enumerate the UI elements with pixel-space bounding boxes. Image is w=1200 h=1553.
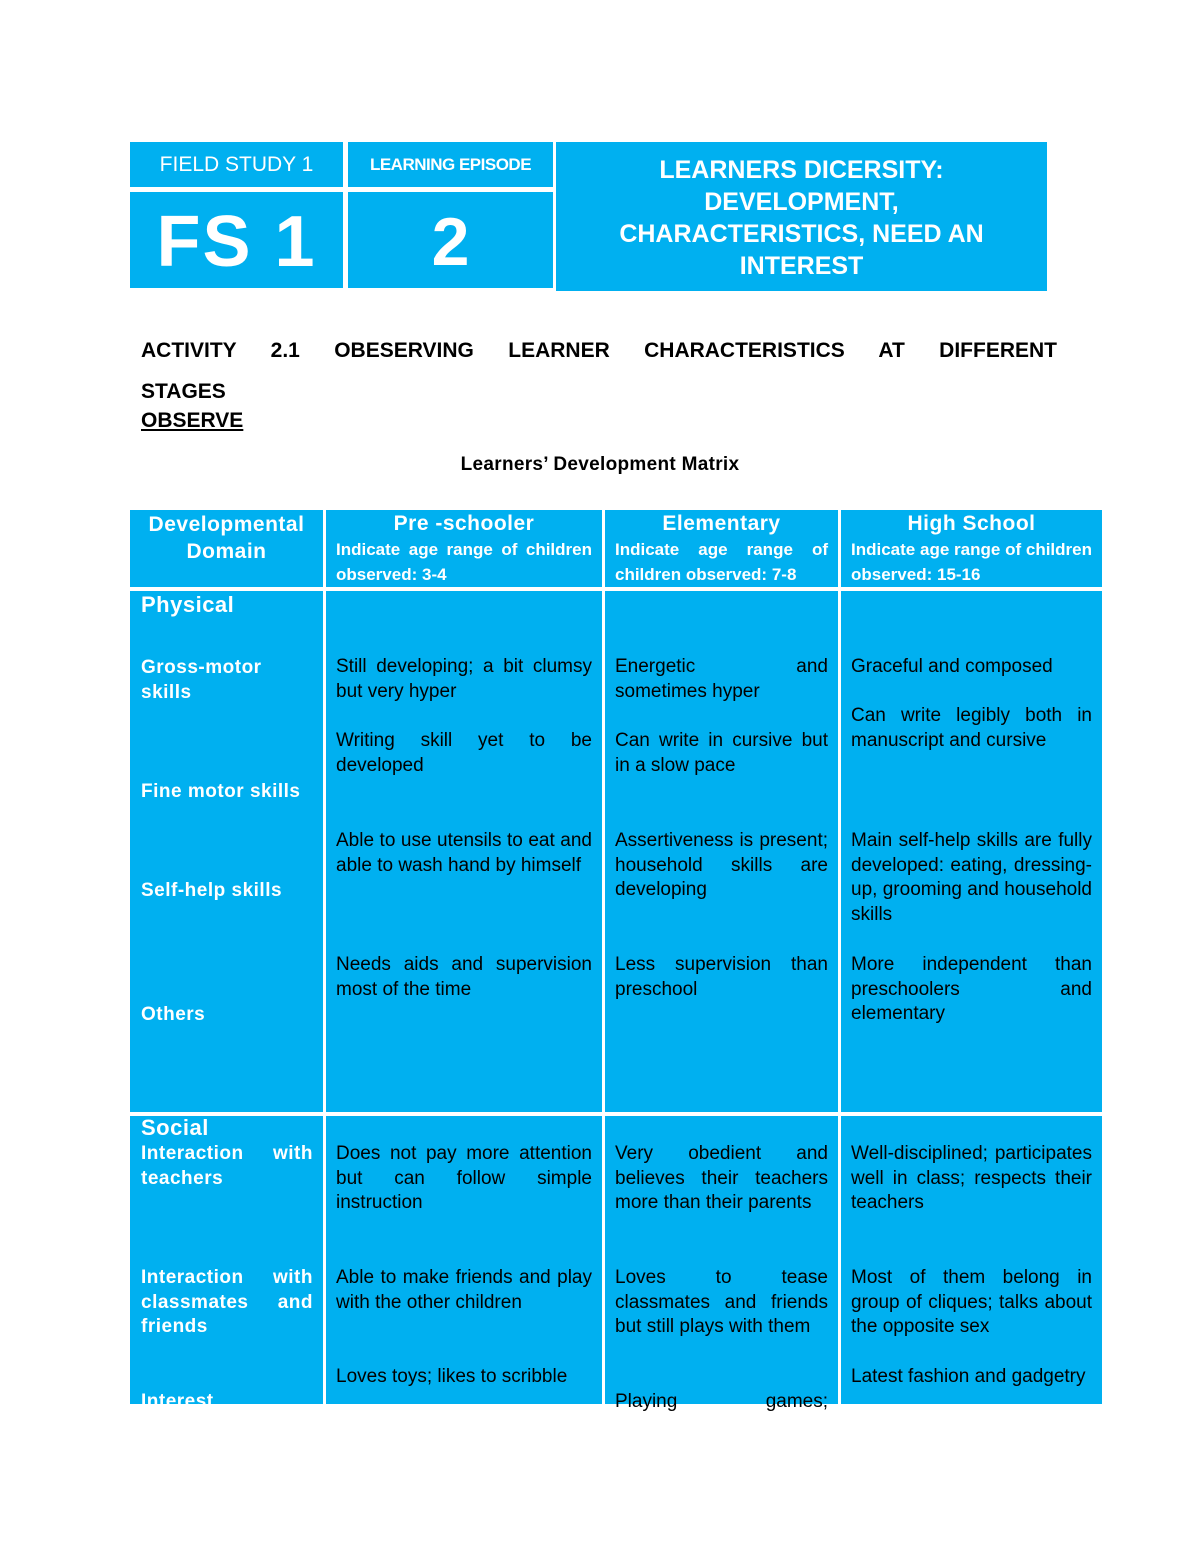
physical-elementary-cell: [605, 591, 838, 1112]
elementary-self-help-text: Assertiveness is present; household skills are developing: [615, 830, 828, 901]
episode-number: 2: [348, 192, 553, 288]
elementary-gross-motor-text: Energetic and sometimes hyper: [615, 656, 828, 702]
physical-section-label: Physical: [141, 592, 235, 617]
field-study-label: FIELD STUDY 1: [130, 142, 343, 187]
preschool-gross-motor-text: Still developing; a bit clumsy but very hyper: [336, 656, 592, 702]
development-matrix: [130, 510, 1102, 1412]
preschool-teachers-text: Does not pay more attention but can follow simple instruction: [336, 1143, 592, 1214]
others-label: Others: [141, 1004, 206, 1025]
preschool-others-text: Needs aids and supervision most of the time: [336, 954, 592, 1000]
elementary-classmates-text: Loves to tease classmates and friends but still plays with them: [615, 1267, 828, 1338]
teachers-interaction-label: Interaction with teachers: [141, 1143, 313, 1189]
highschool-others-text: More independent than preschoolers and elementary: [851, 954, 1092, 1025]
header-block: [130, 142, 1047, 291]
fs-code: FS 1: [130, 192, 343, 288]
matrix-title: Learners’ Development Matrix: [460, 454, 740, 475]
social-elementary-cell: [605, 1116, 838, 1412]
social-domain-cell: [130, 1115, 323, 1412]
highschool-interest-text: Latest fashion and gadgetry: [851, 1366, 1086, 1387]
physical-domain-cell: [130, 591, 323, 1112]
physical-preschool-cell: [326, 591, 602, 1112]
header-preschool-cell: [326, 510, 602, 587]
elementary-age-range: 7-8: [771, 565, 797, 584]
activity-heading-line1: ACTIVITY 2.1 OBESERVING LEARNER CHARACTERISTICS AT DIFFERENT: [141, 339, 1057, 362]
preschool-interest-text: Loves toys; likes to scribble: [336, 1366, 568, 1387]
header-elementary-age: [605, 537, 838, 587]
header-domain-cell: [130, 510, 323, 587]
social-preschool-cell: [326, 1116, 602, 1404]
highschool-writing-text: Can write legibly both in manuscript and cursive: [851, 705, 1092, 751]
header-elementary-cell: [605, 510, 838, 587]
header-domain-line1: Developmental: [148, 513, 305, 536]
classmates-interaction-label: Interaction with classmates and friends: [141, 1267, 313, 1338]
header-highschool-cell: [841, 510, 1102, 587]
physical-highschool-cell: [841, 591, 1102, 1112]
elementary-writing-text: Can write in cursive but in a slow pace: [615, 730, 828, 776]
highschool-classmates-text: Most of them belong in group of cliques; talks about the opposite sex: [851, 1267, 1092, 1338]
learning-episode-label: LEARNING EPISODE: [348, 142, 553, 187]
age-prompt: Indicate age range of children observed:: [851, 540, 1092, 584]
header-preschool-age: [326, 537, 602, 587]
elementary-interest-text: Playing games;: [615, 1391, 828, 1412]
preschool-self-help-text: Able to use utensils to eat and able to wash hand by himself: [336, 830, 592, 876]
age-prompt: Indicate age range of children observed:: [615, 540, 828, 584]
header-elementary-title: Elementary: [662, 512, 781, 535]
episode-title-line3: CHARACTERISTICS, NEED AN: [619, 220, 984, 248]
header-highschool-age: [841, 537, 1102, 587]
highschool-teachers-text: Well-disciplined; participates well in class; respects their teachers: [851, 1143, 1092, 1214]
header-preschool-title: Pre -schooler: [393, 512, 535, 535]
social-section-label: Social: [141, 1115, 209, 1140]
gross-motor-label: Gross-motor skills: [141, 657, 262, 703]
highschool-gross-motor-text: Graceful and composed: [851, 656, 1053, 677]
elementary-teachers-text: Very obedient and believes their teachers more than their parents: [615, 1143, 828, 1214]
preschool-writing-text: Writing skill yet to be developed: [336, 730, 592, 776]
episode-title-line2: DEVELOPMENT,: [704, 188, 899, 216]
highschool-age-range: 15-16: [936, 565, 981, 584]
header-highschool-title: High School: [907, 512, 1036, 535]
activity-heading: [141, 330, 1057, 412]
preschool-age-range: 3-4: [421, 565, 447, 584]
highschool-self-help-text: Main self-help skills are fully developed: eating, dressing-up, grooming and household skills: [851, 830, 1092, 925]
elementary-others-text: Less supervision than preschool: [615, 954, 828, 1000]
observe-heading: OBSERVE: [141, 409, 244, 432]
episode-title-line4: INTEREST: [739, 252, 864, 280]
social-highschool-cell: [841, 1116, 1102, 1404]
header-domain-line2: Domain: [186, 540, 267, 563]
episode-title: [556, 142, 1047, 291]
activity-heading-line2: STAGES: [141, 380, 226, 403]
preschool-classmates-text: Able to make friends and play with the other children: [336, 1267, 592, 1313]
age-prompt: Indicate age range of children observed:: [336, 540, 592, 584]
interest-label: Interest: [141, 1391, 214, 1412]
episode-title-line1: LEARNERS DICERSITY:: [659, 156, 944, 184]
fine-motor-label: Fine motor skills: [141, 781, 301, 802]
self-help-label: Self-help skills: [141, 880, 283, 901]
